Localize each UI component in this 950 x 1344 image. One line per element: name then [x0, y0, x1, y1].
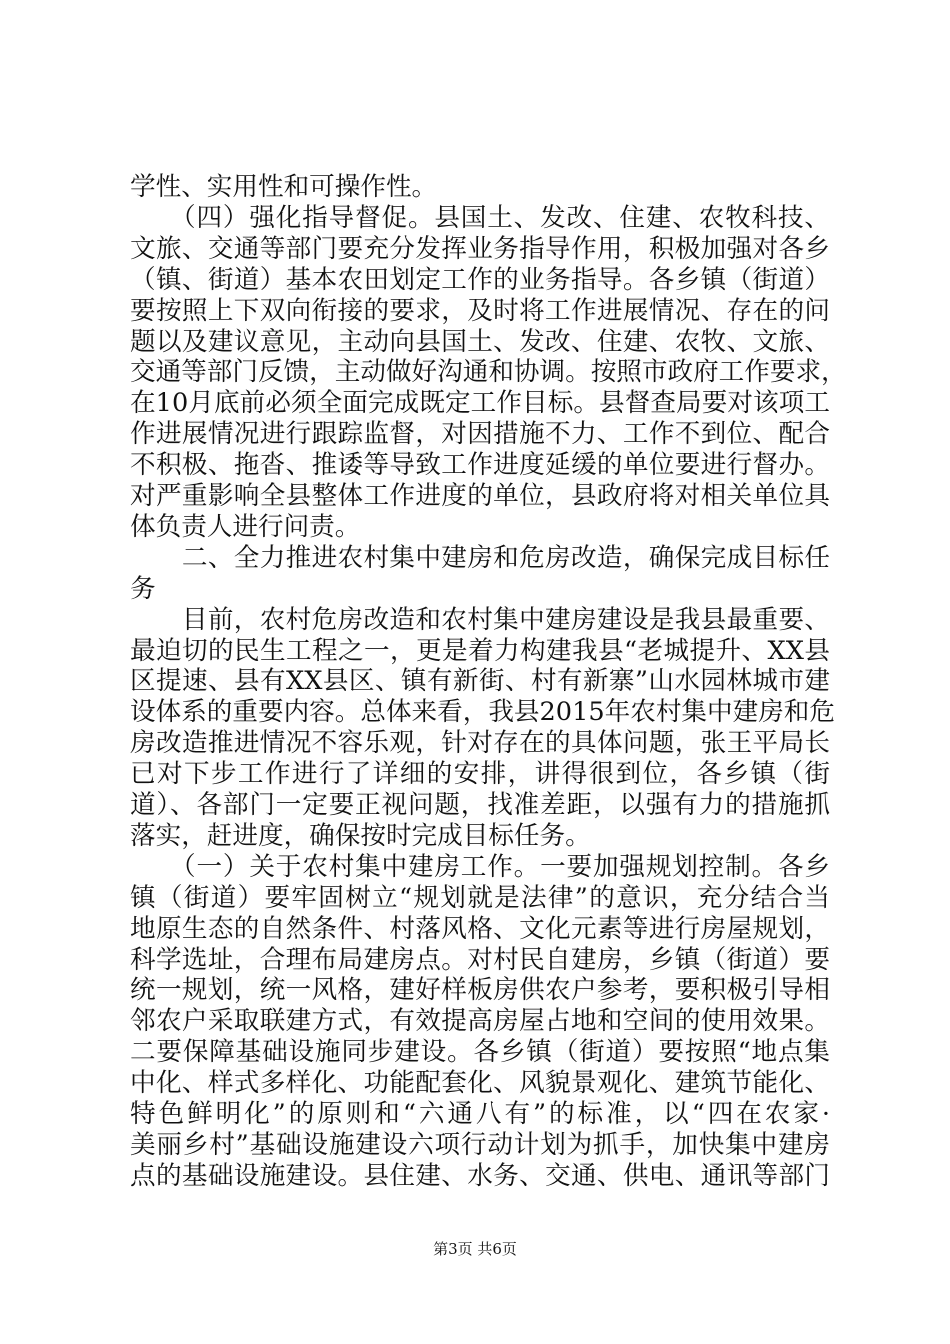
text-line: 区提速、县有XX县区、镇有新街、村有新寨”山水园林城市建 — [130, 666, 830, 697]
text-line: 特色鲜明化”的原则和“六通八有”的标准，以“四在农家· — [130, 1099, 830, 1129]
text-line: 最迫切的民生工程之一，更是着力构建我县“老城提升、XX县 — [130, 635, 830, 666]
text-line: 房改造推进情况不容乐观，针对存在的具体问题，张王平局长 — [130, 728, 830, 759]
text-line: 落实，赶进度，确保按时完成目标任务。 — [130, 820, 591, 851]
page-number-footer: 第3页 共6页 — [433, 1240, 517, 1258]
text-line: 邻农户采取联建方式，有效提高房屋占地和空间的使用效果。 — [130, 1006, 830, 1037]
text-line: （镇、街道）基本农田划定工作的业务指导。各乡镇（街道） — [130, 264, 830, 295]
text-line: （一）关于农村集中建房工作。一要加强规划控制。各乡 — [130, 851, 830, 882]
text-line: （四）强化指导督促。县国土、发改、住建、农牧科技、 — [130, 202, 830, 233]
text-line: 对严重影响全县整体工作进度的单位，县政府将对相关单位具 — [130, 481, 830, 511]
text-line: 体负责人进行问责。 — [130, 511, 361, 542]
text-line: 题以及建议意见，主动向县国土、发改、住建、农牧、文旅、 — [130, 326, 830, 357]
text-line: 作进展情况进行跟踪监督，对因措施不力、工作不到位、配合 — [130, 419, 830, 450]
text-line: 目前，农村危房改造和农村集中建房建设是我县最重要、 — [130, 604, 830, 635]
text-line: 交通等部门反馈，主动做好沟通和协调。按照市政府工作要求， — [130, 357, 847, 388]
text-line: 不积极、拖沓、推诿等导致工作进度延缓的单位要进行督办。 — [130, 450, 830, 481]
text-line: 文旅、交通等部门要充分发挥业务指导作用，积极加强对各乡 — [130, 233, 830, 264]
text-line: 已对下步工作进行了详细的安排，讲得很到位，各乡镇（街 — [130, 759, 830, 790]
text-line: 地原生态的自然条件、村落风格、文化元素等进行房屋规划， — [130, 913, 830, 944]
section-heading: 二、全力推进农村集中建房和危房改造，确保完成目标任 — [130, 542, 830, 573]
text-line: 统一规划，统一风格，建好样板房供农户参考，要积极引导相 — [130, 975, 830, 1006]
text-line: 在10月底前必须全面完成既定工作目标。县督查局要对该项工 — [130, 388, 830, 419]
text-line: 镇（街道）要牢固树立“规划就是法律”的意识，充分结合当 — [130, 882, 830, 913]
text-line: 设体系的重要内容。总体来看，我县2015年农村集中建房和危 — [130, 697, 835, 728]
section-heading: 务 — [130, 573, 156, 604]
text-line: 科学选址，合理布局建房点。对村民自建房，乡镇（街道）要 — [130, 944, 830, 975]
text-line: 点的基础设施建设。县住建、水务、交通、供电、通讯等部门 — [130, 1160, 830, 1191]
text-line: 中化、样式多样化、功能配套化、风貌景观化、建筑节能化、 — [130, 1068, 830, 1099]
text-line: 道）、各部门一定要正视问题，找准差距，以强有力的措施抓 — [130, 790, 830, 820]
text-line: 学性、实用性和可操作性。 — [130, 172, 438, 202]
text-line: 美丽乡村”基础设施建设六项行动计划为抓手，加快集中建房 — [130, 1129, 830, 1160]
text-line: 二要保障基础设施同步建设。各乡镇（街道）要按照“地点集 — [130, 1037, 830, 1068]
text-line: 要按照上下双向衔接的要求，及时将工作进展情况、存在的问 — [130, 295, 830, 326]
